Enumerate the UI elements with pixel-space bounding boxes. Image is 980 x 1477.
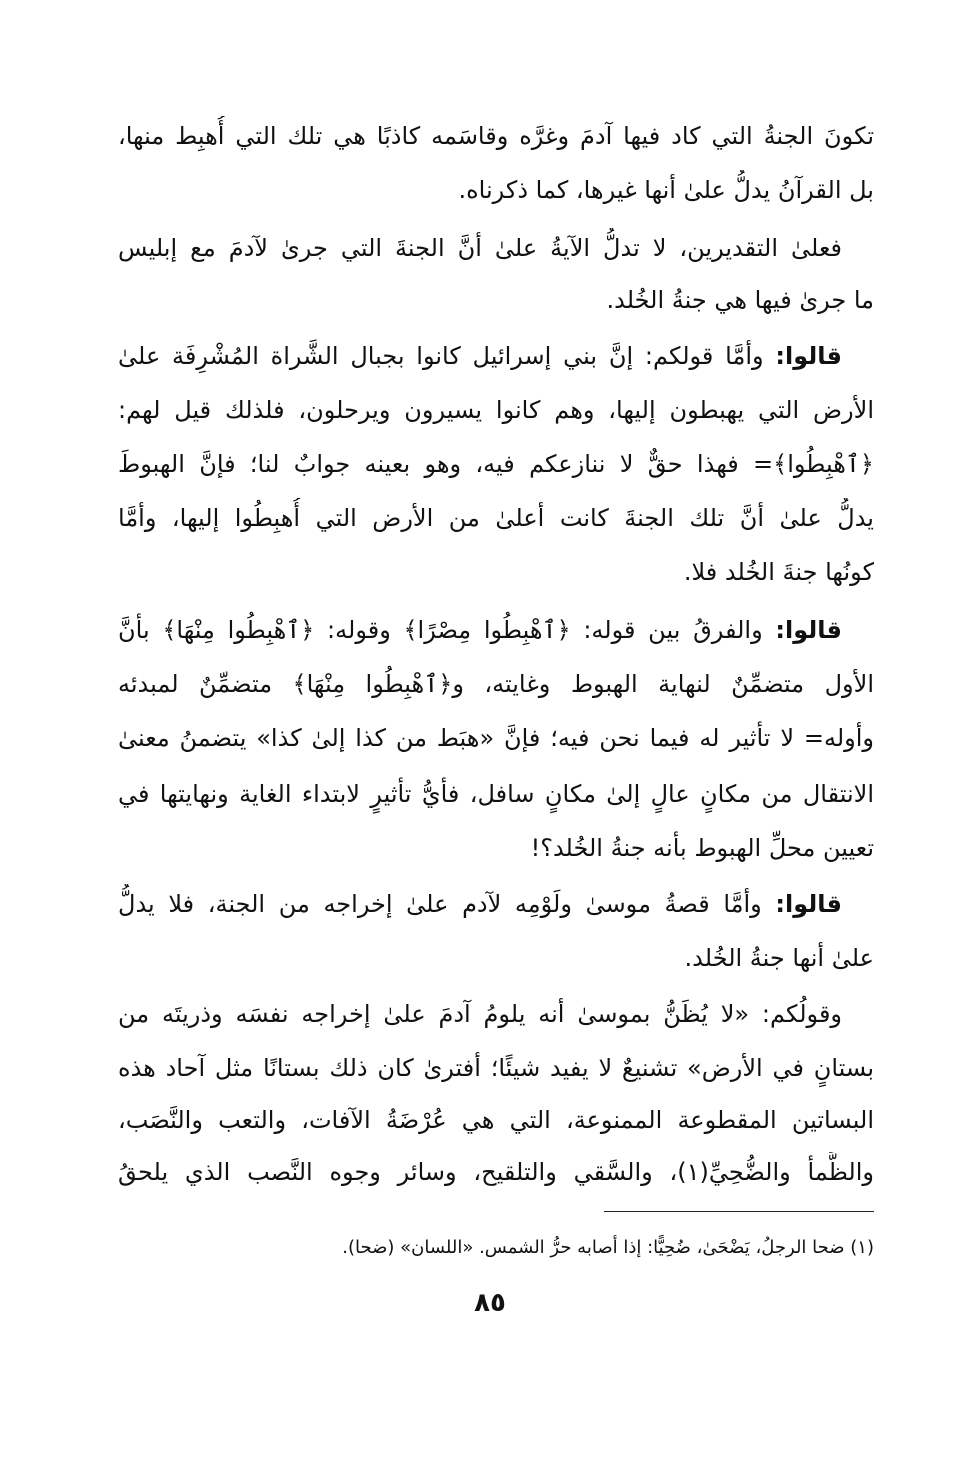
text-line: والظَّمأ والضُّحِيِّ(١)، والسَّقي والتلقيح، وسائر وجوه النَّصب الذي يلحقُ [118,1158,874,1186]
said-label: قالوا: [775,890,842,918]
text-line: ما جرىٰ فيها هي جنةُ الخُلد. [606,286,874,314]
text-line: تكونَ الجنةُ التي كاد فيها آدمَ وغرَّه وقاسَمه كاذبًا هي تلك التي أُهبِط منها، [118,122,874,150]
text-line [118,610,842,650]
text-line: علىٰ أنها جنةُ الخُلد. [684,944,874,972]
text-line: فعلىٰ التقديرين، لا تدلُّ الآيةُ علىٰ أنَّ الجنةَ التي جرىٰ لآدمَ مع إبليس [118,234,842,262]
text-line [118,884,842,924]
text-line: بل القرآنُ يدلُّ علىٰ أنها غيرها، كما ذكرناه. [458,176,874,204]
text-line: الأول متضمِّنٌ لنهاية الهبوط وغايته، و﴿ٱهْبِطُوا مِنْهَا﴾ متضمِّنٌ لمبدئه [118,670,874,698]
text-line: الانتقال من مكانٍ عالٍ إلىٰ مكانٍ سافل، فأيُّ تأثيرٍ لابتداء الغاية ونهايتها في [118,780,874,808]
text-line-content: والفرقُ بين قوله: ﴿ٱهْبِطُوا مِصْرًا﴾ وقوله: ﴿ٱهْبِطُوا مِنْهَا﴾ بأنَّ [118,616,763,644]
text-line: وقولُكم: «لا يُظَنُّ بموسىٰ أنه يلومُ آدمَ علىٰ إخراجه نفسَه وذريتَه من [118,1000,842,1028]
text-line-content: وأمَّا قولكم: إنَّ بني إسرائيل كانوا بجبال الشَّراة المُشْرِفَة علىٰ [118,342,764,370]
footnote-divider [604,1211,874,1212]
text-line: تعيين محلِّ الهبوط بأنه جنةُ الخُلد؟! [530,834,874,862]
text-line: ﴿ٱهْبِطُوا﴾= فهذا حقٌّ لا ننازعكم فيه، وهو بعينه جوابٌ لنا؛ فإنَّ الهبوطَ [118,450,874,478]
text-line: كونُها جنةَ الخُلد فلا. [683,558,874,586]
said-label: قالوا: [775,616,842,644]
footnote: (١) ضحا الرجلُ، يَضْحَىٰ، ضُحِيًّا: إذا أصابه حرُّ الشمس. «اللسان» (ضحا). [342,1237,874,1258]
text-line: بستانٍ في الأرض» تشنيعٌ لا يفيد شيئًا؛ أفترىٰ كان ذلك بستانًا مثل آحاد هذه [118,1054,874,1082]
text-line: يدلُّ علىٰ أنَّ تلك الجنةَ كانت أعلىٰ من الأرض التي أُهبِطُوا إليها، وأمَّا [118,504,874,532]
page-number: ٨٥ [474,1288,506,1318]
text-line: البساتين المقطوعة الممنوعة، التي هي عُرْضَةُ الآفات، والتعب والنَّصَب، [118,1106,874,1134]
said-label: قالوا: [775,342,842,370]
text-line-content: وأمَّا قصةُ موسىٰ ولَوْمِه لآدم علىٰ إخراجه من الجنة، فلا يدلُّ [118,890,762,918]
text-line [118,336,842,376]
text-line: وأوله= لا تأثير له فيما نحن فيه؛ فإنَّ «هبَط من كذا إلىٰ كذا» يتضمنُ معنىٰ [118,724,874,752]
text-line: الأرض التي يهبطون إليها، وهم كانوا يسيرون ويرحلون، فلذلك قيل لهم: [118,396,874,424]
